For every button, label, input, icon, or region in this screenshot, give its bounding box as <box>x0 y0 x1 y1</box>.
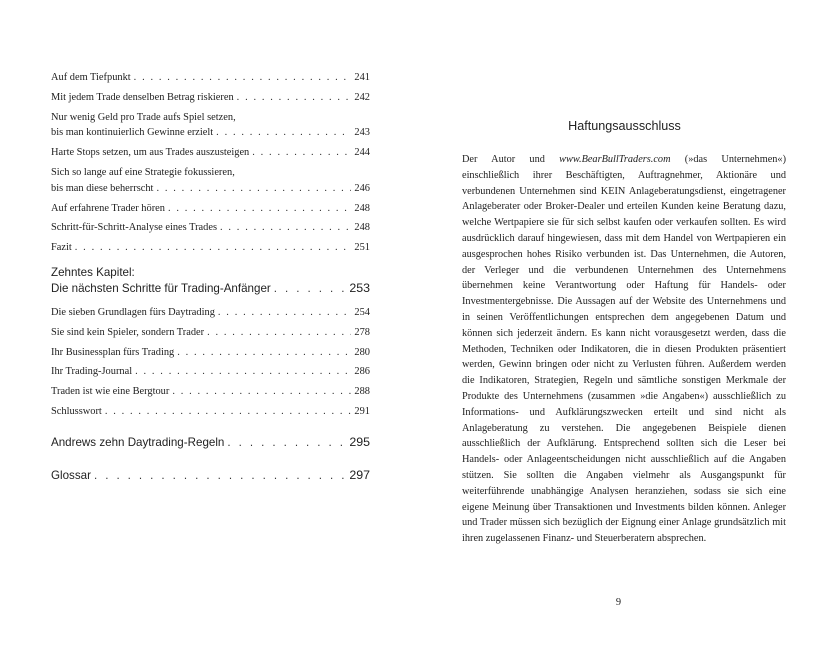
dot-leader <box>252 145 351 161</box>
toc-entry-page: 242 <box>354 91 370 103</box>
dot-leader <box>168 201 351 217</box>
toc-entry-title: Traden ist wie eine Bergtour <box>51 386 170 398</box>
toc-entry-title: Ihr Businessplan fürs Trading <box>51 346 175 358</box>
toc-entry <box>51 220 370 236</box>
toc-entry <box>51 90 370 106</box>
right-page <box>416 0 833 648</box>
toc-entry <box>51 110 370 142</box>
toc-entry <box>51 240 370 256</box>
chapter-title: Die nächsten Schritte für Trading-Anfänger <box>51 281 271 295</box>
dot-leader <box>227 435 346 451</box>
chapter-label: Zehntes Kapitel: <box>51 265 135 279</box>
toc-entry-title: Die sieben Grundlagen fürs Daytrading <box>51 306 215 318</box>
dot-leader <box>220 220 351 236</box>
glossary-title: Glossar <box>51 468 91 482</box>
dot-leader <box>75 240 352 256</box>
toc-entry-title: Auf dem Tiefpunkt <box>51 72 131 83</box>
dot-leader <box>177 345 351 361</box>
toc-entry-title: Fazit <box>51 242 72 254</box>
toc-entry <box>51 404 370 420</box>
toc-entry-page: 286 <box>354 366 370 378</box>
toc-entry <box>51 70 370 86</box>
toc-entry-page: 251 <box>354 242 370 254</box>
glossary-page: 297 <box>349 467 370 482</box>
toc-entry-page: 246 <box>354 182 370 194</box>
chapter-heading-entry <box>51 280 370 297</box>
dot-leader <box>94 468 346 484</box>
dot-leader <box>156 181 351 197</box>
toc-entry-title-line1: Nur wenig Geld pro Trade aufs Spiel setzen, <box>51 111 236 123</box>
toc-entry <box>51 384 370 400</box>
toc-entry-page: 288 <box>354 386 370 398</box>
dot-leader <box>274 281 347 297</box>
dot-leader <box>237 90 352 106</box>
toc-entry-title: Sie sind kein Spieler, sondern Trader <box>51 326 205 338</box>
toc-entry <box>51 165 370 197</box>
toc-entry <box>51 145 370 161</box>
website-link-text: www.BearBullTraders.com <box>559 154 671 165</box>
rules-page: 295 <box>349 434 370 449</box>
toc-entry <box>51 364 370 380</box>
disclaimer-text-start: Der Autor und <box>462 154 560 165</box>
toc-entry-page: 243 <box>354 127 370 139</box>
toc-entry-page: 291 <box>354 405 370 417</box>
rules-title: Andrews zehn Daytrading-Regeln <box>51 435 225 449</box>
toc-entry-title: Auf erfahrene Trader hören <box>51 202 165 214</box>
toc-entry-page: 248 <box>354 222 370 234</box>
left-page <box>0 0 416 648</box>
toc-entry-page: 278 <box>354 326 370 338</box>
toc-entry-page: 254 <box>354 306 370 318</box>
toc-entry <box>51 201 370 217</box>
toc-entry-title: Harte Stops setzen, um aus Trades auszusteigen <box>51 147 250 159</box>
table-of-contents <box>51 70 370 484</box>
toc-entry-title: bis man kontinuierlich Gewinne erzielt <box>51 127 214 139</box>
disclaimer-title: Haftungsausschluss <box>568 119 681 133</box>
toc-entry <box>51 305 370 321</box>
disclaimer-body <box>462 152 786 547</box>
toc-entry-title: bis man diese beherrscht <box>51 182 154 194</box>
toc-entry <box>51 325 370 341</box>
dot-leader <box>207 325 351 341</box>
toc-entry-title: Mit jedem Trade denselben Betrag riskieren <box>51 91 234 103</box>
toc-entry-page: 241 <box>354 72 370 83</box>
chapter-page: 253 <box>349 280 370 295</box>
toc-entry-title-line1: Sich so lange auf eine Strategie fokussieren, <box>51 166 235 178</box>
toc-entry <box>51 345 370 361</box>
dot-leader <box>135 364 351 380</box>
toc-entry-title: Schlusswort <box>51 405 102 417</box>
dot-leader <box>216 125 351 141</box>
toc-entry-title: Schritt-für-Schritt-Analyse eines Trades <box>51 222 218 234</box>
toc-entry-page: 244 <box>354 147 370 159</box>
page-number: 9 <box>615 597 622 608</box>
toc-rules-entry <box>51 434 370 451</box>
toc-entry-title: Ihr Trading-Journal <box>51 366 133 378</box>
toc-entry-page: 280 <box>354 346 370 358</box>
toc-entry-page: 248 <box>354 202 370 214</box>
dot-leader <box>172 384 351 400</box>
dot-leader <box>134 70 352 86</box>
disclaimer-text: (»das Unternehmen«) einschließlich ihrer Beschäftigten, Auftragnehmer, Aktionäre und verbundenen Unternehmen sind KEIN Anlageberatungsdienst, eingetragener Anlageberater oder Broker-Dealer und erteilen Kunden keine Beratung dazu, welche Wertpapiere sie für sich selbst kaufen oder verkaufen sollten. Es wird ausdrücklich darauf hingewiesen, dass mit dem Handel von Wertpapieren ein ausgesprochen hohes Risiko verbunden ist. Das Unternehmen, die Autoren, der Verleger und die verbundenen Unternehmen des Unternehmens übernehmen keine Verantwortung oder Haftung für Handels- oder Investmentergebnisse. Die Aussagen auf der Website des Unternehmens und in seinen Veröffentlichungen entsprechen dem angegebenen Datum und können sich jederzeit ändern. Es kann nicht vorausgesetzt werden, dass die Methoden, Techniken oder Indikatoren, die in diesen Produkten präsentiert werden, Gewinn bringen oder nicht zu Verlusten führen. Außerdem werden die Indikatoren, Strategien, Regeln und sämtliche sonstigen Merkmale der Produkte des Unternehmens (zusammen »die Angaben«) ausschließlich zu Informations- und Aufklärungszwecken erteilt und sind nicht als Anlageberatung zu verstehen. Die angegebenen Beispiele dienen ausschließlich der Aufklärung. Entsprechend sollten sich die Leser bei Handels- oder Anlageentscheidungen nicht ausschließlich auf die Angaben stützen. Sie sollten die Angaben vielmehr als Ausgangspunkt für weiterführende unabhängige Analysen heranziehen, sodass sie sich eine eigene Meinung über Transaktionen und Investments bilden können. Anleger und Trader müssen sich bezüglich der Eignung einer Anlage grundsätzlich mit ihren zugelassenen Finanz- und Steuerberatern absprechen. <box>462 154 786 545</box>
dot-leader <box>105 404 352 420</box>
toc-glossary-entry <box>51 467 370 484</box>
dot-leader <box>218 305 352 321</box>
